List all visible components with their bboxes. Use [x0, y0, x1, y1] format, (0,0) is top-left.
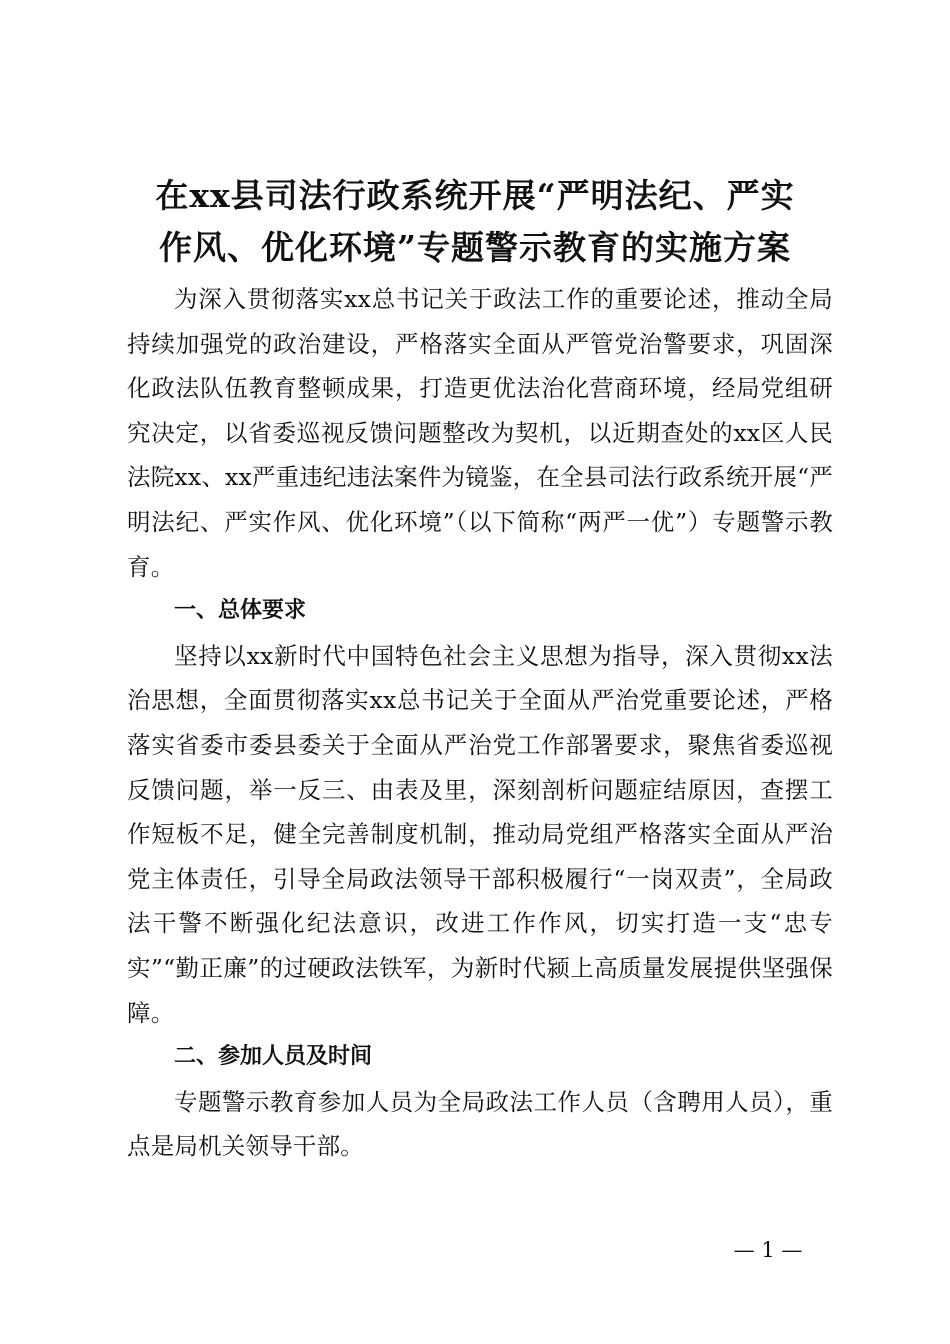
page-number: — 1 — [733, 1238, 803, 1262]
document-body [127, 277, 833, 1169]
title-line-2: 作风、优化环境”专题警示教育的实施方案 [159, 228, 791, 267]
section-heading-general-requirements: 一、总体要求 [174, 598, 307, 624]
intro-paragraph: 为深入贯彻落实xx总书记关于政法工作的重要论述，推动全局持续加强党的政治建设，严格落实全面从严管党治警要求，巩固深化政法队伍教育整顿成果，打造更优法治化营商环境，经局党组研究决定，以省委巡视反馈问题整改为契机，以近期查处的xx区人民法院xx、xx严重违纪违法案件为镜鉴，在全县司法行政系统开展“严明法纪、严实作风、优化环境”（以下简称“两严一优”）专题警示教育。 [127, 285, 833, 581]
section-paragraph-participants-and-time: 专题警示教育参加人员为全局政法工作人员（含聘用人员），重点是局机关领导干部。 [127, 1087, 833, 1161]
title-line-1: 在xx县司法行政系统开展“严明法纪、严实 [155, 176, 795, 215]
document-title [120, 170, 830, 274]
section-heading-participants-and-time: 二、参加人员及时间 [174, 1044, 373, 1070]
section-paragraph-general-requirements: 坚持以xx新时代中国特色社会主义思想为指导，深入贯彻xx法治思想，全面贯彻落实xx总书记关于全面从严治党重要论述，严格落实省委市委县委关于全面从严治党工作部署要求，聚焦省委巡视反馈问题，举一反三、由表及里，深刻剖析问题症结原因，查摆工作短板不足，健全完善制度机制，推动局党组严格落实全面从严治党主体责任，引导全局政法领导干部积极履行“一岗双责”，全局政法干警不断强化纪法意识，改进工作作风，切实打造一支“忠专实”“勤正廉”的过硬政法铁军，为新时代颍上高质量发展提供坚强保障。 [127, 641, 833, 1027]
